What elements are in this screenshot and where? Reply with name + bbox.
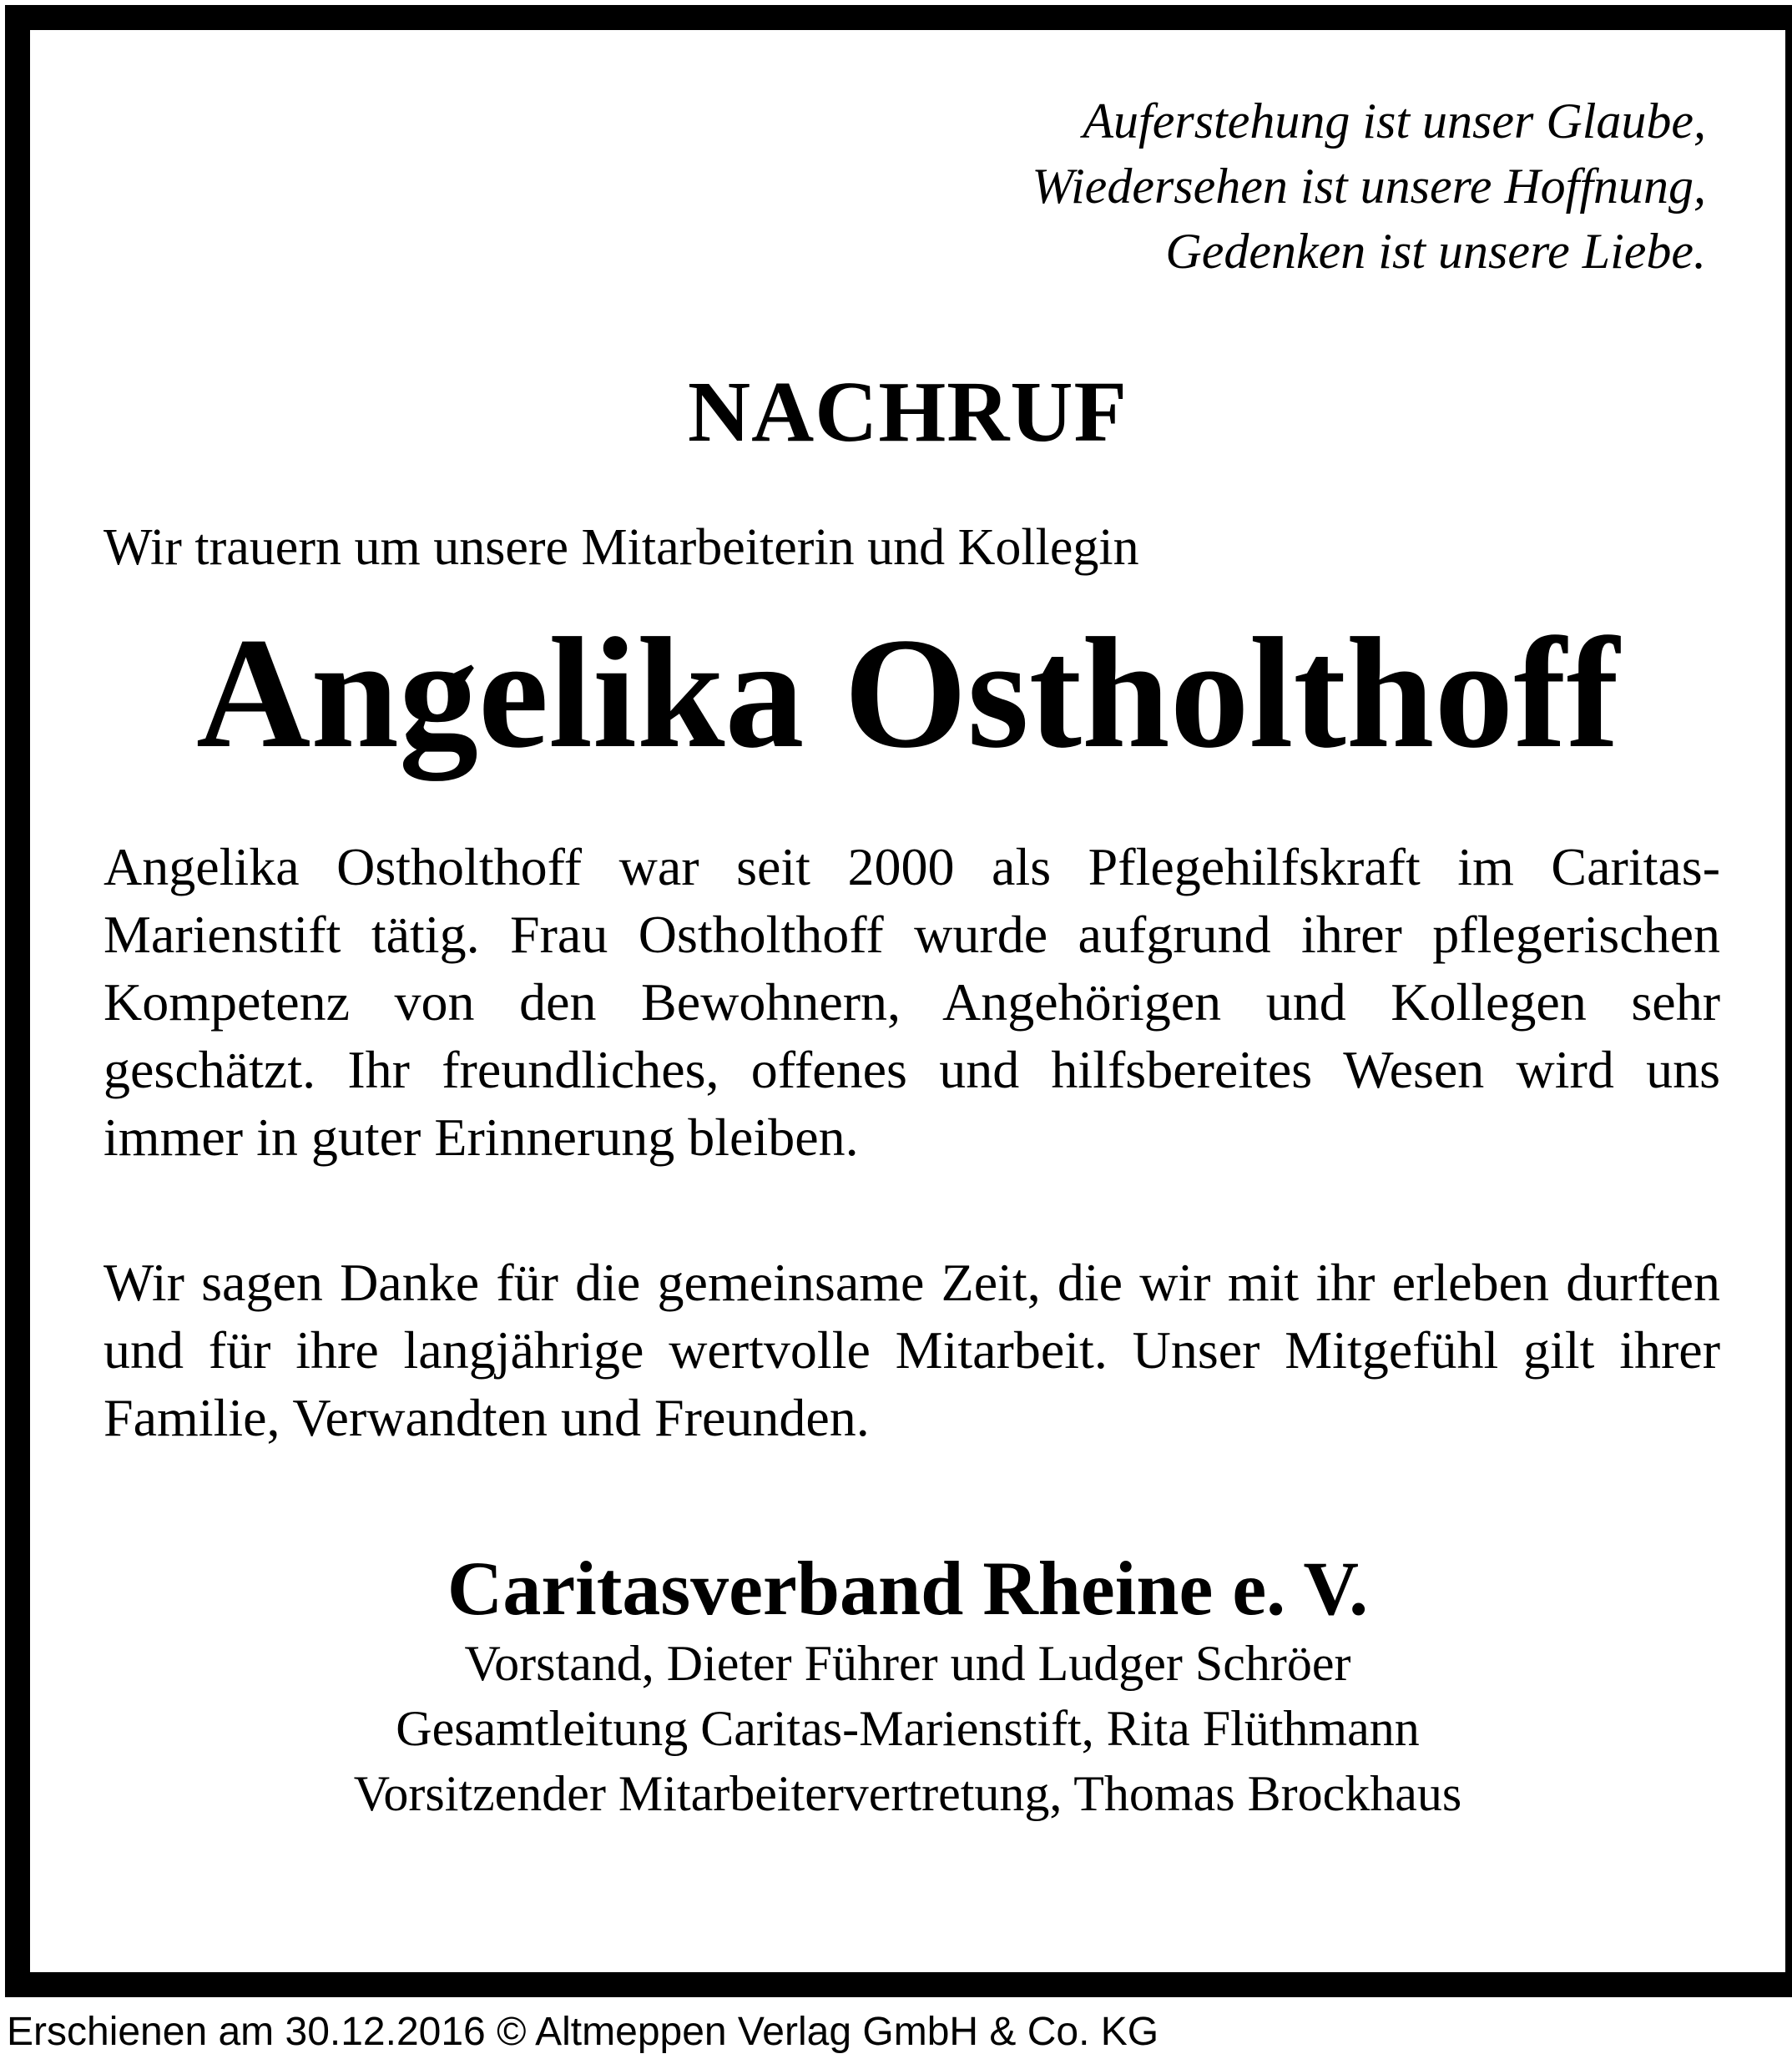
signature-line: Vorsitzender Mitarbeitervertretung, Thomas Brockhaus	[353, 1766, 1462, 1821]
motto	[1032, 88, 1706, 284]
signature-line: Gesamtleitung Caritas-Marienstift, Rita Flüthmann	[396, 1701, 1420, 1756]
obituary-frame	[5, 5, 1792, 1997]
obituary-heading: NACHRUF	[688, 364, 1128, 460]
intro-text: Wir trauern um unsere Mitarbeiterin und Kollegin	[103, 519, 1139, 576]
motto-line: Wiedersehen ist unsere Hoffnung,	[1032, 159, 1706, 214]
publication-footer: Erschienen am 30.12.2016 © Altmeppen Verlag GmbH & Co. KG	[7, 2010, 1159, 2054]
motto-line: Auferstehung ist unser Glaube,	[1083, 93, 1706, 149]
deceased-name: Angelika Ostholthoff	[196, 606, 1619, 781]
signature-line: Vorstand, Dieter Führer und Ludger Schröer	[464, 1636, 1351, 1691]
signature-organization: Caritasverband Rheine e. V.	[447, 1546, 1369, 1631]
body-paragraph: Angelika Ostholthoff war seit 2000 als Pflegehilfskraft im Caritas-Marienstift tätig. Frau Ostholthoff wurde aufgrund ihrer pflegerischen Kompetenz von den Bewohnern, Angehörigen und Kollegen sehr geschätzt. Ihr freundliches, offenes und hilfsbereites Wesen wird uns immer in guter Erinnerung bleiben.	[103, 837, 1720, 1167]
motto-line: Gedenken ist unsere Liebe.	[1165, 224, 1706, 279]
body-paragraph: Wir sagen Danke für die gemeinsame Zeit, die wir mit ihr erleben durften und für ihre langjährige wertvolle Mitarbeit. Unser Mitgefühl gilt ihrer Familie, Verwandten und Freunden.	[103, 1253, 1720, 1447]
